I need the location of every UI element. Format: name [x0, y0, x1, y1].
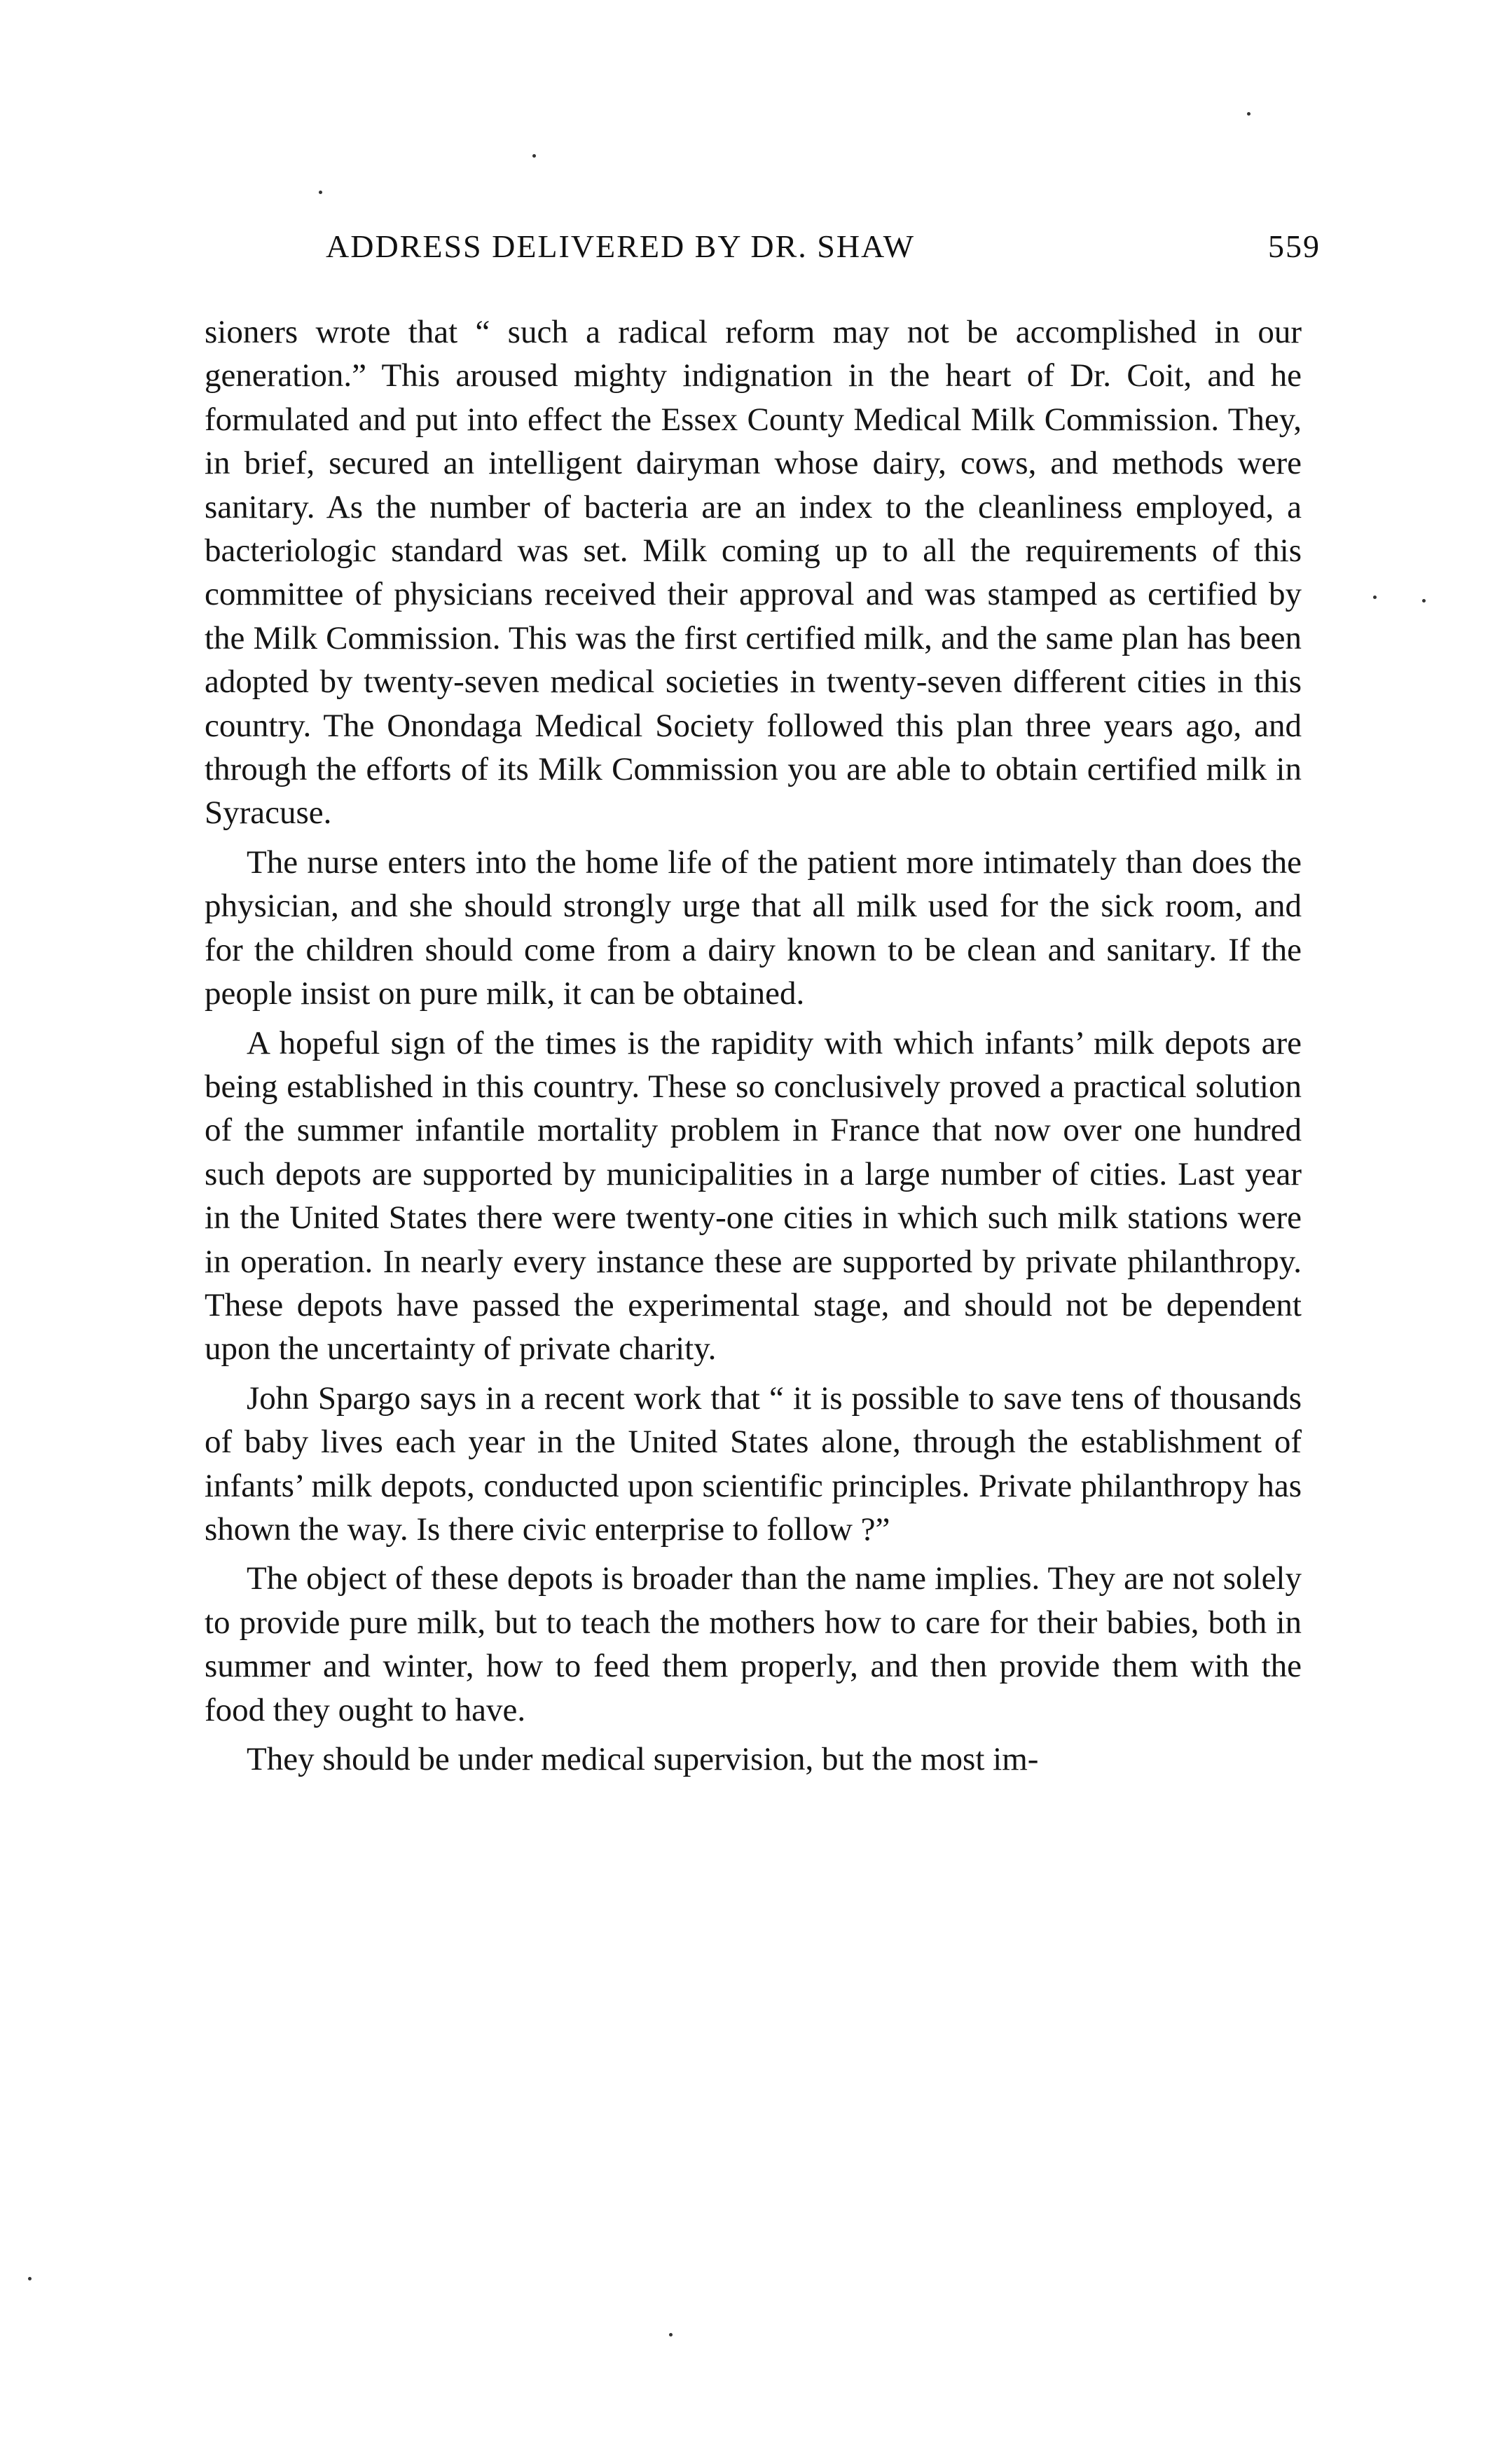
scan-speck — [532, 154, 536, 158]
paragraph-2: The nurse enters into the home life of the patient more intimately than does the physician, and she should strongly urge that all milk used for the sick room, and for the children should come from a dairy known to be clean and sanitary. If the people insist on pure milk, it can be obtained. — [205, 844, 1302, 1012]
paragraph-6: They should be under medical supervision, but the most im- — [247, 1741, 1039, 1777]
paragraph-3: A hopeful sign of the times is the rapidity with which infants’ milk depots are being established in this country. These so conclusively proved a practical solution of the summer infantile mortality problem in France that now over one hundred such depots are supported by municipalities in a large number of cities. Last year in the United States there were twenty-one cities in which such milk stations were in operation. In nearly every instance these are supported by private philanthropy. These depots have passed the experimental stage, and should not be dependent upon the uncertainty of private charity. — [205, 1024, 1302, 1368]
page-number: 559 — [1268, 228, 1321, 264]
paragraph-1: sioners wrote that “ such a radical reform may not be accomplished in our generation.” This aroused mighty indignation in the heart of Dr. Coit, and he formulated and put into effect the Essex County Medical Milk Commission. They, in brief, secured an intelligent dairyman whose dairy, cows, and methods were sanitary. As the number of bacteria are an index to the cleanliness employed, a bacteriologic standard was set. Milk coming up to all the requirements of this committee of physicians received their approval and was stamped as certified by the Milk Commission. This was the first certified milk, and the same plan has been adopted by twenty-seven medical societies in twenty-seven different cities in this country. The Onondaga Medical Society followed this plan three years ago, and through the efforts of its Milk Commission you are able to obtain certified milk in Syracuse. — [205, 314, 1302, 832]
scan-speck — [669, 2333, 673, 2336]
body-text — [205, 310, 1302, 1787]
scan-speck — [1422, 599, 1426, 603]
scan-speck — [1373, 596, 1377, 599]
paragraph-4: John Spargo says in a recent work that “ it is possible to save tens of thousands of baby lives each year in the United States alone, through the establishment of infants’ milk depots, conducted upon scientific principles. Private philanthropy has shown the way. Is there civic enterprise to follow ?” — [205, 1379, 1302, 1548]
running-head: ADDRESS DELIVERED BY DR. SHAW — [326, 228, 916, 264]
scan-speck — [28, 2277, 32, 2280]
page-header — [326, 228, 1321, 277]
scan-speck — [1247, 112, 1251, 116]
scan-speck — [319, 191, 322, 194]
paragraph-5: The object of these depots is broader than the name implies. They are not solely to provide pure milk, but to teach the mothers how to care for their babies, both in summer and winter, how to feed them properly, and then provide them with the food they ought to have. — [205, 1560, 1302, 1728]
